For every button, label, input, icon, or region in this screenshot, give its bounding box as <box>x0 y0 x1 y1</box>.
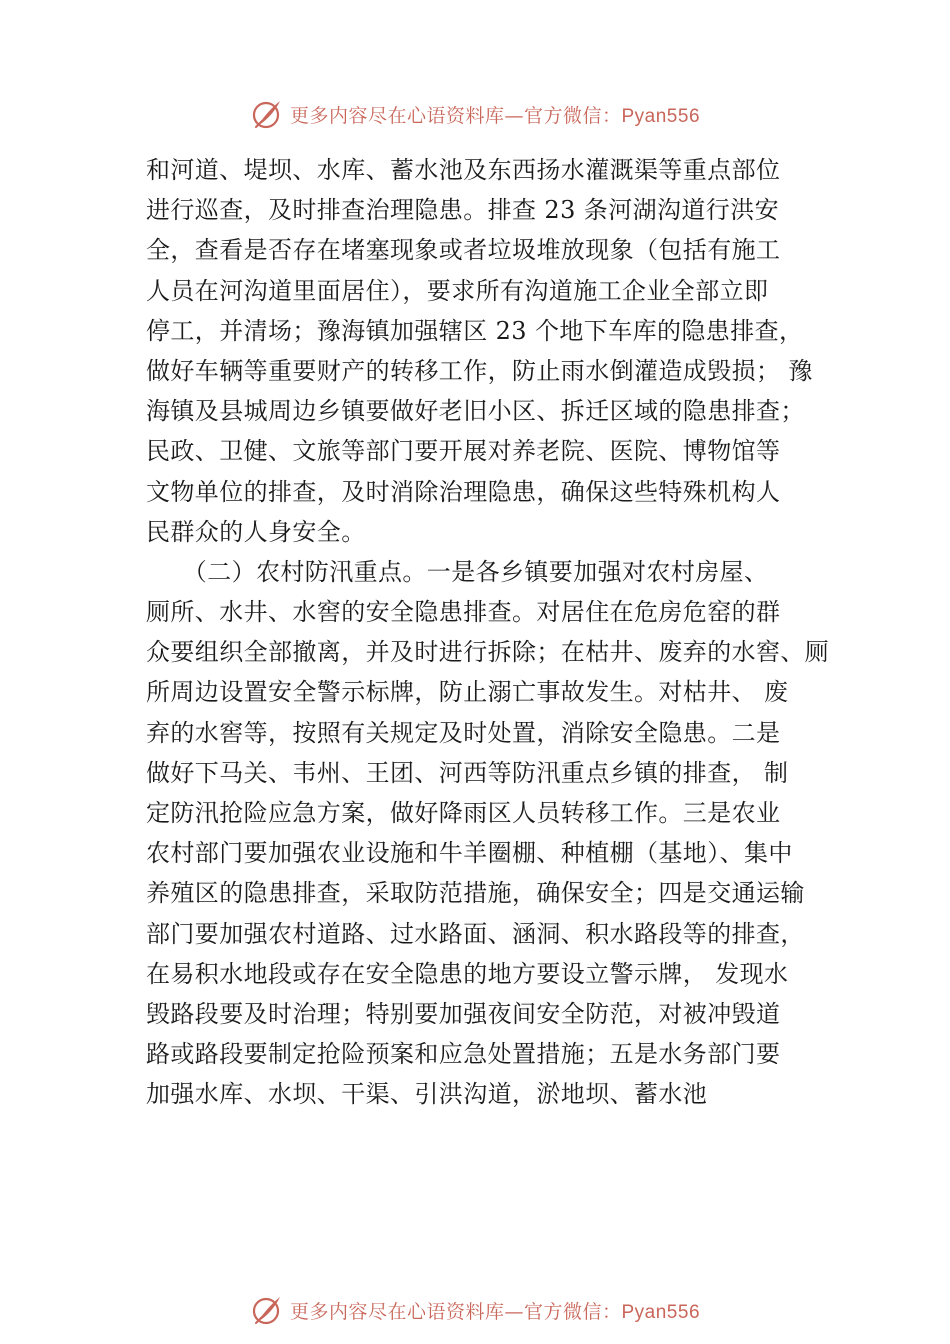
text-line: 众要组织全部撤离，并及时进行拆除；在枯井、废弃的水窖、厕 <box>146 638 830 667</box>
text-line: 海镇及县城周边乡镇要做好老旧小区、拆迁区域的隐患排查； <box>146 397 805 426</box>
text-line: 文物单位的排查，及时消除治理隐患，确保这些特殊机构人 <box>146 477 781 506</box>
text-line: 民群众的人身安全。 <box>146 517 366 546</box>
text-line: 做好下马关、韦州、王团、河西等防汛重点乡镇的排查， 制 <box>146 758 789 787</box>
footer-wechat-id: Pyan556 <box>621 1301 701 1323</box>
header-banner-text <box>290 101 700 128</box>
text-line: 农村部门要加强农业设施和牛羊圈棚、种植棚（基地）、集中 <box>146 839 793 868</box>
text-line: 在易积水地段或存在安全隐患的地方要设立警示牌， 发现水 <box>146 959 789 988</box>
header-wechat-id: Pyan556 <box>621 105 701 127</box>
text-line: 加强水库、水坝、干渠、引洪沟道，淤地坝、蓄水池 <box>146 1080 708 1109</box>
text-line: 毁路段要及时治理；特别要加强夜间安全防范，对被冲毁道 <box>146 999 781 1028</box>
text-line: 停工，并清场；豫海镇加强辖区 23 个地下车库的隐患排查， <box>146 316 804 345</box>
text-line: 定防汛抢险应急方案，做好降雨区人员转移工作。三是农业 <box>146 799 781 827</box>
text-line: 和河道、堤坝、水库、蓄水池及东西扬水灌溉渠等重点部位 <box>146 156 781 184</box>
quill-pen-logo-icon <box>250 97 284 131</box>
text-line: 弃的水窖等，按照有关规定及时处置，消除安全隐患。二是 <box>146 718 781 747</box>
quill-pen-logo-icon <box>250 1293 284 1327</box>
text-line: 路或路段要制定抢险预案和应急处置措施；五是水务部门要 <box>146 1040 781 1069</box>
footer-banner <box>0 1290 950 1330</box>
text-line: 做好车辆等重要财产的转移工作，防止雨水倒灌造成毁损； 豫 <box>146 356 813 385</box>
text-line: 厕所、水井、水窖的安全隐患排查。对居住在危房危窑的群 <box>146 598 781 627</box>
text-line: 所周边设置安全警示标牌，防止溺亡事故发生。对枯井、 废 <box>146 678 789 707</box>
footer-banner-text <box>290 1297 700 1324</box>
document-body <box>146 150 830 1115</box>
text-line: 民政、卫健、文旅等部门要开展对养老院、医院、博物馆等 <box>146 437 781 466</box>
text-line: 进行巡查，及时排查治理隐患。排查 23 条河湖沟道行洪安 <box>146 196 779 225</box>
text-line: 部门要加强农村道路、过水路面、涵洞、积水路段等的排查， <box>146 919 805 948</box>
text-line: 人员在河沟道里面居住），要求所有沟道施工企业全部立即 <box>146 276 769 305</box>
text-line: （二）农村防汛重点。一是各乡镇要加强对农村房屋、 <box>146 557 769 586</box>
footer-banner-label: 更多内容尽在心语资料库—官方微信： <box>289 1300 622 1323</box>
text-line: 养殖区的隐患排查，采取防范措施，确保安全；四是交通运输 <box>146 879 805 908</box>
text-line: 全，查看是否存在堵塞现象或者垃圾堆放现象（包括有施工 <box>146 236 781 265</box>
header-banner <box>0 94 950 134</box>
header-banner-label: 更多内容尽在心语资料库—官方微信： <box>289 104 622 127</box>
